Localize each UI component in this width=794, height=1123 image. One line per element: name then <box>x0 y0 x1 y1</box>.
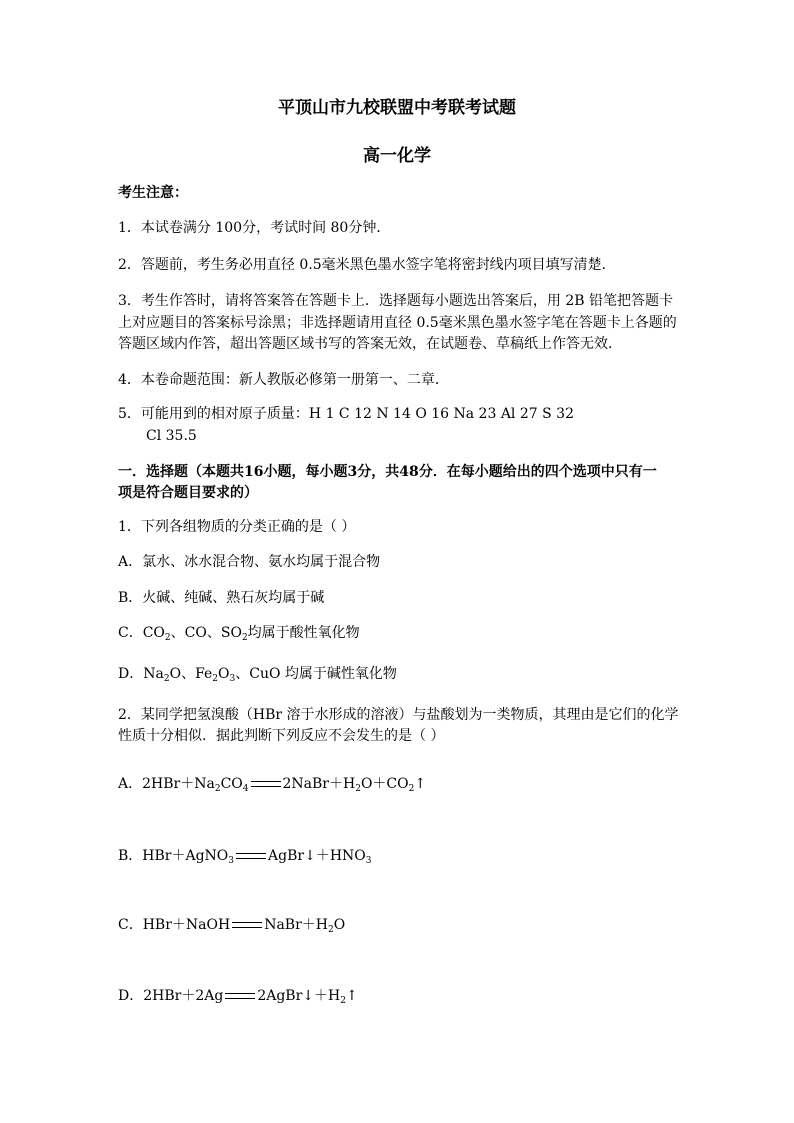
notice-heading: 考生注意： <box>118 185 188 201</box>
section-heading-line1: 一．选择题（本题共16小题，每小题3分，共48分．在每小题给出的四个选项中只有一 <box>118 464 657 480</box>
question-2-option-a: A．$2HBr+Na_2CO_4$ $2NaBr+H_2O+CO_2↑$ <box>118 776 427 794</box>
question-1-option-a: A．氯水、冰水混合物、氨水均属于混合物 <box>118 554 381 570</box>
notice-item-1: 1．本试卷满分 100分，考试时间 80分钟． <box>118 220 391 236</box>
notice-item-3-line1: 3．考生作答时，请将答案答在答题卡上．选择题每小题选出答案后，用 2B 铅笔把答题卡 <box>118 293 674 309</box>
formula-so2: $SO_2$ <box>220 625 248 643</box>
equals-sign <box>236 853 266 859</box>
notice-item-5-line1: 5．可能用到的相对原子质量：H 1 C 12 N 14 O 16 Na 23 Al 27 S 32 <box>118 406 574 422</box>
question-1-option-b: B．火碱、纯碱、熟石灰均属于碱 <box>118 590 325 606</box>
notice-item-4: 4．本卷命题范围：新人教版必修第一册第一、二章． <box>118 372 449 388</box>
formula-na2o: $Na_2O$ <box>143 666 182 684</box>
question-1-option-d: D．$Na_2O$、$Fe_2O_3$、CuO 均属于碱性氧化物 <box>118 666 397 684</box>
equals-sign <box>251 781 281 787</box>
precipitate-arrow-icon: ↓ <box>302 988 315 1004</box>
question-2-stem-line2: 性质十分相似．据此判断下列反应不会发生的是（ ） <box>118 728 445 744</box>
question-2-option-d: D．2HBr＋2Ag $2AgBr↓+H_2↑$ <box>118 988 358 1006</box>
question-2-stem-line1: 2．某同学把氢溴酸（HBr 溶于水形成的溶液）与盐酸划为一类物质，其理由是它们的化学 <box>118 707 679 723</box>
option-label: D． <box>118 666 144 682</box>
equals-sign <box>225 993 255 999</box>
notice-item-5-line2: Cl 35.5 <box>146 428 197 444</box>
notice-item-3-line3: 答题区域内作答，超出答题区域书写的答案无效，在试题卷、草稿纸上作答无效． <box>118 336 622 352</box>
page-subtitle: 高一化学 <box>363 146 431 166</box>
question-1-option-c: C．$CO_2$、CO、$SO_2$均属于酸性氧化物 <box>118 625 360 643</box>
notice-item-3-line2: 上对应题目的答案标号涂黑；非选择题请用直径 0.5毫米黑色墨水签字笔在答题卡上各题的 <box>118 315 677 331</box>
gas-arrow-icon: ↑ <box>345 988 358 1004</box>
question-2-option-b: B．HBr＋AgNO$_3$ $AgBr↓+HNO_3$ <box>118 848 372 866</box>
question-2-option-c: C．HBr＋NaOH $NaBr+H_2O$ <box>118 917 346 935</box>
precipitate-arrow-icon: ↓ <box>304 848 316 864</box>
gas-arrow-icon: ↑ <box>414 776 427 792</box>
formula-co2: $CO_2$ <box>142 625 171 643</box>
option-label: C． <box>118 625 143 641</box>
question-1-stem: 1．下列各组物质的分类正确的是（ ） <box>118 519 356 535</box>
page-title: 平顶山市九校联盟中考联考试题 <box>278 98 516 118</box>
equals-sign <box>232 922 262 928</box>
notice-item-2: 2．答题前，考生务必用直径 0.5毫米黑色墨水签字笔将密封线内项目填写清楚． <box>118 257 616 273</box>
formula-fe2o3: $Fe_2O_3$ <box>195 666 236 684</box>
section-heading-line2: 项是符合题目要求的） <box>118 485 258 501</box>
